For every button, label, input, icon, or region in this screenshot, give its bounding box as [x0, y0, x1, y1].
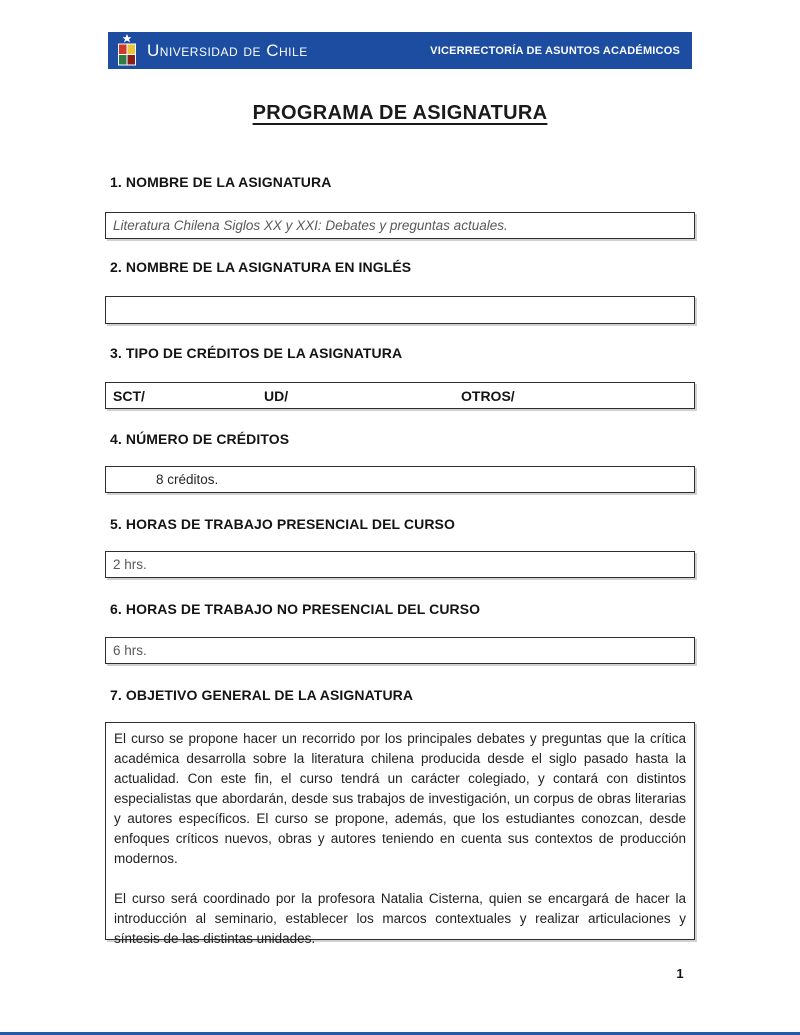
credit-ud-label: UD/: [264, 387, 289, 404]
section-5-heading: 5. HORAS DE TRABAJO PRESENCIAL DEL CURSO: [110, 516, 455, 532]
credit-number-value: 8 créditos.: [156, 472, 219, 487]
objective-field[interactable]: [105, 722, 695, 946]
banner-brand: [116, 34, 308, 68]
section-6-heading: 6. HORAS DE TRABAJO NO PRESENCIAL DEL CURSO: [110, 601, 481, 617]
vicerrectoria-label: VICERRECTORÍA DE ASUNTOS ACADÉMICOS: [430, 44, 680, 57]
credit-type-row: [106, 388, 694, 404]
non-presential-hours-field[interactable]: [105, 637, 695, 664]
credit-otros-label: OTROS/: [461, 387, 515, 404]
page-number: 1: [676, 966, 684, 981]
course-name-english-field[interactable]: [105, 296, 695, 324]
in-person-hours-field[interactable]: [105, 551, 695, 578]
section-2-heading: 2. NOMBRE DE LA ASIGNATURA EN INGLÉS: [110, 259, 412, 275]
university-crest-icon: [116, 34, 138, 68]
in-person-hours-value: 2 hrs.: [113, 557, 147, 572]
section-4-heading: 4. NÚMERO DE CRÉDITOS: [110, 431, 290, 447]
non-presential-hours-value: 6 hrs.: [113, 643, 147, 658]
section-3-heading: 3. TIPO DE CRÉDITOS DE LA ASIGNATURA: [110, 345, 403, 361]
objective-paragraph-2: El curso será coordinado por la profesora Natalia Cisterna, quien se encargará de hacer la introducción al seminario, establecer los marcos contextuales y realizar articulaciones y síntesis de las distintas unidades.: [114, 891, 686, 946]
course-name-field[interactable]: [105, 212, 695, 239]
document-title: [105, 102, 695, 125]
section-1-heading: 1. NOMBRE DE LA ASIGNATURA: [110, 174, 332, 190]
credit-type-field[interactable]: [105, 382, 695, 409]
objective-paragraph-1: El curso se propone hacer un recorrido por los principales debates y preguntas que la crítica académica desarrolla sobre la literatura chilena producida desde el siglo pasado hasta la actualidad. Con este fin, el curso tendrá un carácter colegiado, y contará con distintos especialistas que abordarán, desde sus trabajos de investigación, un corpus de obras literarias y autores específicos. El curso se propone, además, que los estudiantes conozcan, desde enfoques críticos nuevos, obras y autores teniendo en cuenta sus contextos de producción modernos.: [114, 731, 686, 866]
document-title-text: PROGRAMA DE ASIGNATURA: [252, 102, 548, 124]
header-banner: [108, 32, 692, 69]
credit-number-field[interactable]: [105, 466, 695, 493]
course-name-value: Literatura Chilena Siglos XX y XXI: Debates y preguntas actuales.: [113, 218, 508, 233]
university-name: Universidad de Chile: [147, 40, 308, 60]
section-7-heading: 7. OBJETIVO GENERAL DE LA ASIGNATURA: [110, 687, 414, 703]
credit-sct-label: SCT/: [113, 387, 145, 404]
